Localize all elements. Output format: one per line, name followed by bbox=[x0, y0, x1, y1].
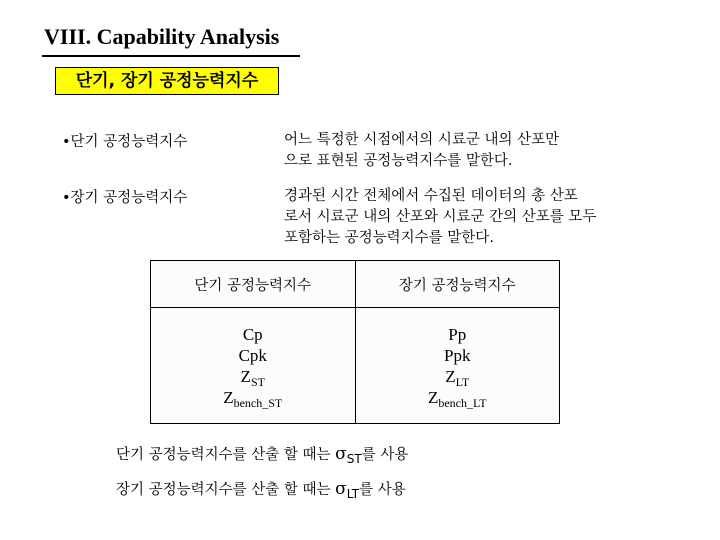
index-zbench-st: $Z_{bench\_ST}$ bbox=[223, 387, 283, 410]
table-header-row bbox=[151, 261, 560, 308]
title-underline bbox=[42, 55, 300, 57]
note-long-term-sigma: 장기 공정능력지수를 산출 할 때는 $\sigma_{LT}$를 사용 bbox=[116, 479, 406, 501]
desc-line: 경과된 시간 전체에서 수집된 데이터의 총 산포 bbox=[284, 188, 578, 204]
index-zlt: $Z_{LT}$ bbox=[445, 366, 470, 389]
desc-line: 어느 특정한 시점에서의 시료군 내의 산포만 bbox=[284, 132, 560, 148]
bullet-desc-short-term bbox=[284, 130, 694, 172]
bullet-desc-long-term bbox=[284, 186, 694, 249]
bullet-label-short-term: •단기 공정능력지수 bbox=[62, 134, 188, 150]
desc-line: 포함하는 공정능력지수를 말한다. bbox=[284, 230, 494, 246]
long-term-indices bbox=[355, 308, 560, 424]
index-pp: Pp bbox=[448, 324, 467, 344]
note-short-term-sigma: 단기 공정능력지수를 산출 할 때는 $\sigma_{ST}$를 사용 bbox=[116, 444, 409, 466]
header-long-term: 장기 공정능력지수 bbox=[355, 261, 560, 308]
page-title: VIII. Capability Analysis bbox=[44, 24, 280, 49]
desc-line: 으로 표현된 공정능력지수를 말한다. bbox=[284, 153, 513, 169]
section-subtitle: 단기, 장기 공정능력지수 bbox=[55, 67, 279, 95]
index-cpk: Cpk bbox=[238, 345, 267, 365]
bullet-label-long-term: •장기 공정능력지수 bbox=[62, 190, 188, 206]
capability-index-table bbox=[150, 260, 560, 424]
header-short-term: 단기 공정능력지수 bbox=[151, 261, 356, 308]
index-cp: Cp bbox=[242, 324, 263, 344]
desc-line: 로서 시료군 내의 산포와 시료군 간의 산포를 모두 bbox=[284, 209, 597, 225]
index-ppk: Ppk bbox=[444, 345, 471, 365]
short-term-indices bbox=[151, 308, 356, 424]
table-row bbox=[151, 308, 560, 424]
index-zst: $Z_{ST}$ bbox=[240, 366, 265, 389]
sigma-symbol: σ bbox=[335, 444, 347, 464]
index-zbench-lt: $Z_{bench\_LT}$ bbox=[427, 387, 487, 410]
sigma-symbol: σ bbox=[335, 479, 347, 499]
